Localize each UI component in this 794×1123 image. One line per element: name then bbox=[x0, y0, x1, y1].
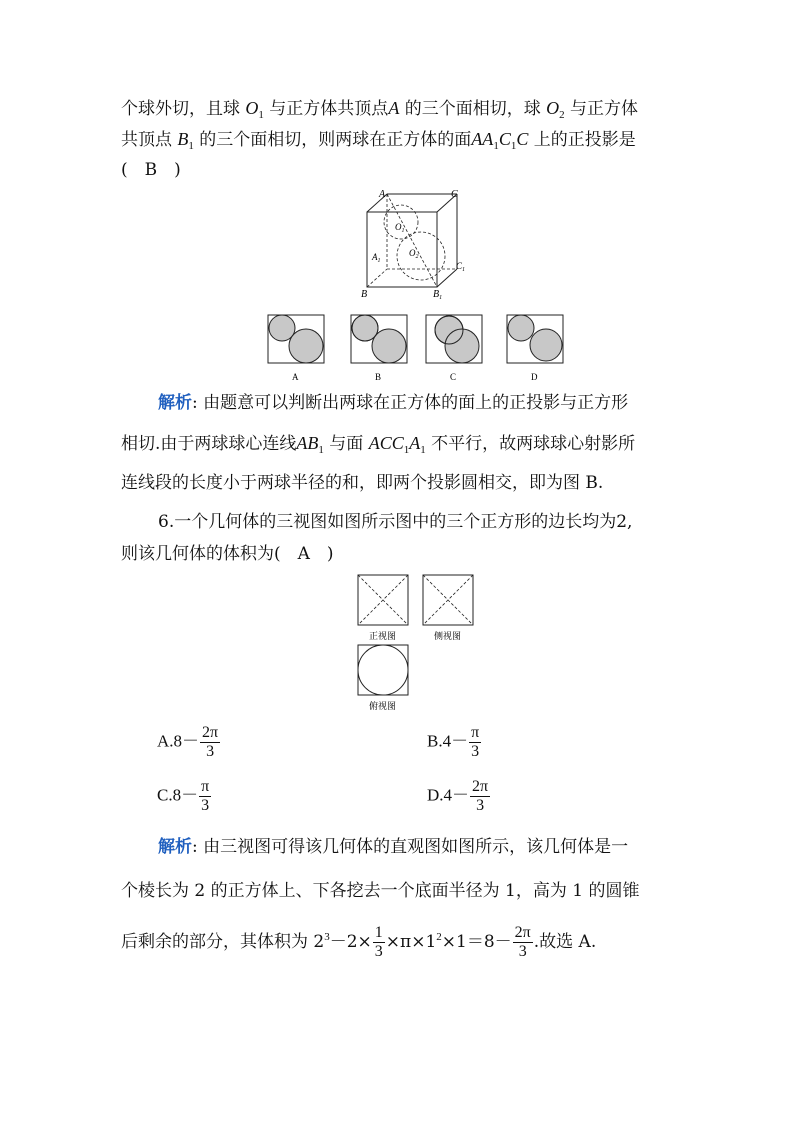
q5-analysis-line-1 bbox=[158, 392, 628, 414]
side-view-caption: 侧视图 bbox=[434, 632, 462, 642]
three-views-figure bbox=[355, 573, 477, 715]
math-acc: ACC bbox=[368, 433, 404, 453]
sphere-o2 bbox=[397, 232, 445, 280]
subscript: 1 bbox=[403, 444, 410, 456]
option-b-fraction bbox=[469, 724, 481, 761]
subscript: 1 bbox=[318, 444, 324, 456]
cube-front-face bbox=[367, 212, 437, 287]
denominator: 3 bbox=[206, 743, 215, 760]
text: 共顶点 bbox=[121, 130, 178, 150]
q6-stem-line-2: 则该几何体的体积为( A ) bbox=[121, 544, 334, 564]
text: .故选 A. bbox=[533, 932, 597, 952]
denominator: 3 bbox=[476, 797, 485, 814]
analysis-label: 解析 bbox=[158, 393, 192, 413]
option-a-prefix: A.8－ bbox=[157, 731, 200, 751]
q5-line-1 bbox=[121, 97, 638, 126]
label-o2 bbox=[409, 248, 419, 260]
text: 相切.由于两球球心连线 bbox=[121, 434, 297, 454]
cube-edge bbox=[437, 269, 457, 287]
text: ×π×1 bbox=[385, 932, 437, 952]
q6-stem-line-1: 6.一个几何体的三视图如图所示图中的三个正方形的边长均为2, bbox=[158, 512, 633, 532]
analysis-label: 解析 bbox=[158, 837, 192, 857]
option-d-prefix: D.4－ bbox=[427, 785, 470, 805]
cube-with-spheres-figure bbox=[355, 184, 475, 302]
text: 与正方体共顶点 bbox=[263, 99, 389, 119]
option-c[interactable] bbox=[157, 778, 212, 815]
text: ×1＝8－ bbox=[441, 932, 512, 952]
text: 的三个面相切，则两球在正方体的面 bbox=[193, 130, 472, 150]
label-b1-main: B bbox=[433, 289, 440, 300]
label-o1-sub: 1 bbox=[401, 228, 405, 234]
choice-label-c: C bbox=[450, 372, 457, 382]
label-b1-sub: 1 bbox=[439, 295, 443, 301]
choice-label-a: A bbox=[292, 372, 299, 382]
q6-analysis-line-2: 个棱长为 2 的正方体上、下各挖去一个底面半径为 1，高为 1 的圆锥 bbox=[121, 881, 640, 901]
option-d-fraction bbox=[470, 778, 490, 815]
math-aa: AA bbox=[471, 129, 494, 149]
q5-analysis-line-3: 连线段的长度小于两球半径的和，即两个投影圆相交，即为图 B. bbox=[121, 473, 604, 493]
text: 与正方体 bbox=[564, 99, 639, 119]
text: : 由三视图可得该几何体的直观图如图所示，该几何体是一 bbox=[192, 837, 629, 857]
q6-analysis-line-3 bbox=[121, 924, 596, 961]
math-c: C bbox=[498, 129, 511, 149]
label-c1-sub: 1 bbox=[462, 267, 466, 273]
label-o2-main: O bbox=[409, 248, 416, 258]
math-o: O bbox=[546, 98, 560, 118]
q5-analysis-line-2 bbox=[121, 432, 635, 461]
text: 个球外切，且球 bbox=[121, 99, 246, 119]
option-b[interactable] bbox=[427, 724, 482, 761]
choice-label-d: D bbox=[531, 372, 538, 382]
label-o2-sub: 2 bbox=[415, 254, 419, 260]
q5-line-2 bbox=[121, 128, 636, 157]
label-a1 bbox=[371, 252, 381, 264]
choice-a-large-circle bbox=[289, 329, 323, 363]
hidden-edge bbox=[367, 269, 387, 287]
label-a1-sub: 1 bbox=[377, 258, 381, 264]
projection-choices-figure bbox=[266, 313, 566, 385]
label-b1 bbox=[433, 289, 442, 301]
subscript: 2 bbox=[559, 109, 565, 121]
numerator: 2π bbox=[202, 724, 219, 741]
front-view-caption: 正视图 bbox=[369, 632, 397, 642]
denominator: 3 bbox=[201, 797, 210, 814]
text: 后剩余的部分，其体积为 2 bbox=[121, 932, 325, 952]
label-a1-main: A bbox=[372, 252, 378, 262]
choice-d-large-circle bbox=[530, 329, 562, 361]
denominator: 3 bbox=[374, 943, 383, 960]
option-c-fraction bbox=[199, 778, 211, 815]
math-ab: AB bbox=[296, 433, 319, 453]
subscript: 1 bbox=[420, 444, 426, 456]
numerator: π bbox=[471, 724, 480, 741]
text: 的三个面相切，球 bbox=[399, 99, 547, 119]
option-a-fraction bbox=[200, 724, 220, 761]
label-c1-main: C bbox=[456, 261, 463, 271]
numerator: 2π bbox=[514, 924, 531, 941]
subscript: 1 bbox=[188, 140, 194, 152]
text: 不平行，故两球球心射影所 bbox=[425, 434, 636, 454]
numerator: π bbox=[201, 778, 210, 795]
option-a[interactable] bbox=[157, 724, 221, 761]
fraction-one-third bbox=[373, 924, 385, 961]
choice-label-b: B bbox=[375, 372, 382, 382]
fraction-two-pi-third bbox=[513, 924, 533, 961]
superscript: 2 bbox=[436, 931, 442, 943]
math-a: A bbox=[388, 98, 400, 118]
math-o: O bbox=[245, 98, 259, 118]
subscript: 1 bbox=[258, 109, 264, 121]
label-b: B bbox=[361, 289, 368, 300]
denominator: 3 bbox=[518, 943, 527, 960]
top-view-caption: 俯视图 bbox=[369, 702, 397, 712]
top-view-circle bbox=[358, 645, 408, 695]
text: －2× bbox=[329, 932, 372, 952]
q6-analysis-line-1 bbox=[158, 836, 628, 858]
text: : 由题意可以判断出两球在正方体的面上的正投影与正方形 bbox=[192, 393, 629, 413]
math-b: B bbox=[177, 129, 189, 149]
label-o1 bbox=[395, 222, 405, 234]
numerator: 1 bbox=[374, 924, 383, 941]
math-a: A bbox=[409, 433, 421, 453]
label-o1-main: O bbox=[395, 222, 402, 232]
option-b-prefix: B.4－ bbox=[427, 731, 469, 751]
label-a: A bbox=[379, 189, 386, 200]
diagonal-ab1 bbox=[387, 194, 437, 287]
label-c1 bbox=[456, 261, 465, 273]
choice-b-large-circle bbox=[372, 329, 406, 363]
subscript: 1 bbox=[493, 140, 499, 152]
superscript: 3 bbox=[324, 931, 330, 943]
option-d[interactable] bbox=[427, 778, 491, 815]
option-c-prefix: C.8－ bbox=[157, 785, 199, 805]
numerator: 2π bbox=[472, 778, 489, 795]
subscript: 1 bbox=[510, 140, 517, 152]
choice-d-small-circle bbox=[508, 315, 534, 341]
math-c: C bbox=[516, 129, 529, 149]
denominator: 3 bbox=[471, 743, 480, 760]
q5-answer: ( B ) bbox=[121, 160, 181, 180]
label-c: C bbox=[451, 189, 458, 200]
text: 上的正投影是 bbox=[528, 130, 636, 150]
text: 与面 bbox=[323, 434, 369, 454]
